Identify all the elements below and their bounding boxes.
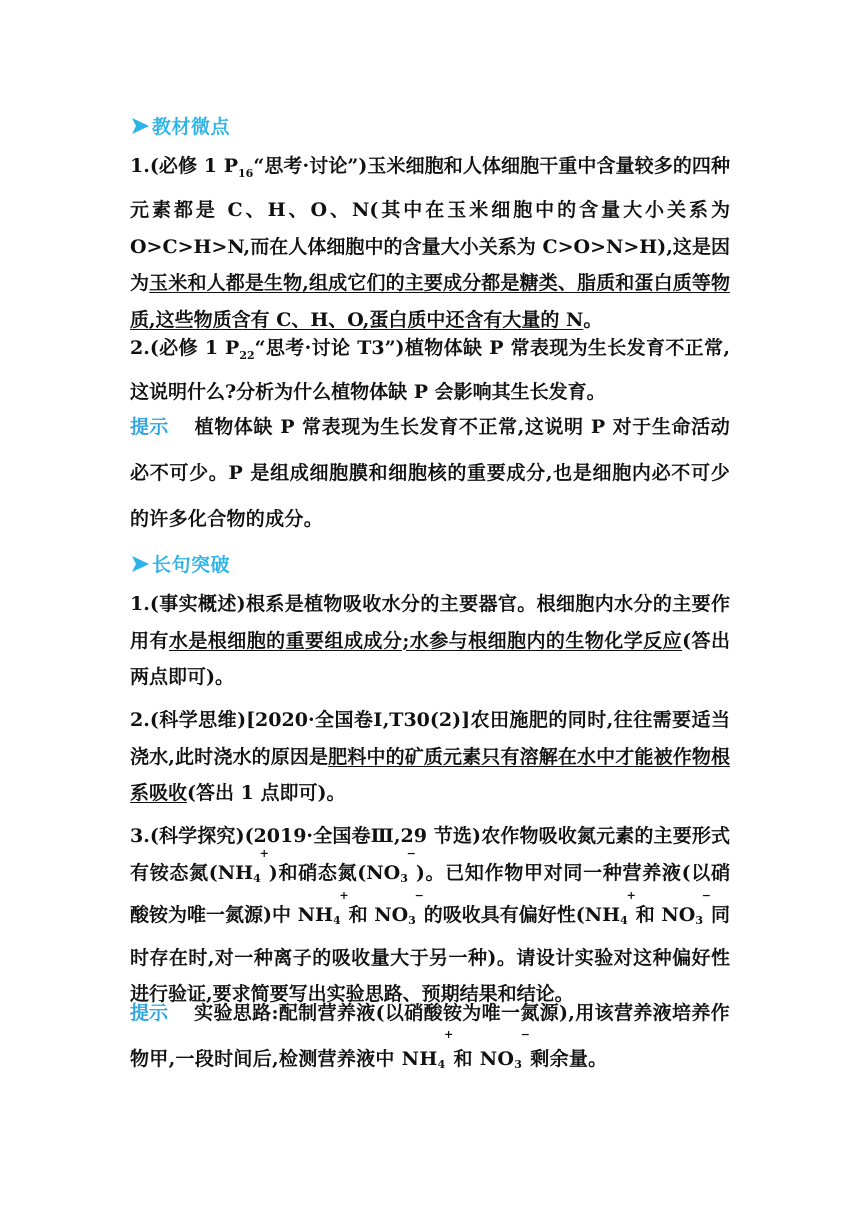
answer-underlined: 肥料中的矿质元素只有溶解在水中才能被作物根系吸收: [130, 745, 730, 804]
hint-text: 实验思路:配制营养液(以硝酸铵为唯一氮源),用该营养液培养作物甲,一段时间后,检测营养液中: [130, 1002, 730, 1070]
hint-block-1: [130, 404, 730, 542]
nitrate-ion: NO3 −: [366, 846, 416, 885]
section-heading-longsentence: [130, 550, 230, 577]
question-text: 同时存在时,对一种离子的吸收量大于另一种)。请设计实验对这种偏好性进行验证,要求简要写出实验思路、预期结果和结论。: [130, 904, 730, 1005]
ammonium-ion: NH4 +: [401, 1028, 454, 1071]
question-text: 2.(科学思维)[2020·全国卷Ⅰ,T30(2)]农田施肥的同时,往往需要适当浇水,此时浇水的原因是: [130, 709, 730, 768]
hint-block-2: [130, 990, 730, 1088]
section-title: 教材微点: [152, 116, 231, 138]
question-text: )和硝态氮(: [268, 861, 367, 884]
longsentence-question-3: [130, 818, 730, 1013]
hint-tag: 提示: [130, 416, 169, 438]
section-heading-textbook: [130, 112, 230, 139]
nitrate-ion: NO3 −: [661, 889, 711, 927]
question-text: 3.(科学探究)(2019·全国卷Ⅲ,29 节选)农作物吸收氮元素的主要形式有铵态氮(: [130, 825, 730, 884]
question-text: 2.(必修 1 P: [130, 337, 240, 359]
ammonium-ion: NH4 +: [584, 889, 636, 927]
question-text: “思考·讨论”)玉米细胞和人体细胞干重中含量较多的四种元素都是 C、H、O、N(其中在玉米细胞中的含量大小关系为O>C>H>N,而在人体细胞中的含量大小关系为 C>O>N>H),这是因为: [130, 155, 731, 295]
hint-tag: 提示: [130, 1002, 169, 1024]
page-subscript: 22: [239, 348, 255, 362]
nitrate-ion: NO3 −: [374, 889, 424, 927]
question-text: 的吸收具有偏好性(: [423, 904, 585, 926]
question-text: 和: [348, 904, 375, 926]
question-text: 1.(必修 1 P: [130, 155, 239, 177]
question-text: )。已知作物甲对同一种营养液(以硝酸铵为唯一氮源)中: [130, 861, 731, 926]
ammonium-ion: NH4 +: [297, 889, 349, 927]
textbook-question-2: [130, 330, 730, 411]
hint-text: 剩余量。: [530, 1048, 608, 1070]
hint-text: 植物体缺 P 常表现为生长发育不正常,这说明 P 对于生命活动必不可少。P 是组成细胞膜和细胞核的重要成分,也是细胞内必不可少的许多化合物的成分。: [130, 416, 730, 530]
textbook-question-1: [130, 148, 730, 338]
play-arrow-icon: [130, 554, 150, 574]
answer-underlined: 玉米和人都是生物,组成它们的主要成分都是糖类、脂质和蛋白质等物质,这些物质含有 C、H、O,蛋白质中还含有大量的 N: [130, 272, 730, 331]
play-arrow-icon: [130, 116, 150, 136]
hint-text: 和: [453, 1048, 480, 1070]
question-text: 。: [583, 308, 603, 331]
question-text: “思考·讨论 T3”)植物体缺 P 常表现为生长发育不正常,这说明什么?分析为什么植物体缺 P 会影响其生长发育。: [130, 337, 730, 404]
page-subscript: 16: [238, 166, 254, 180]
longsentence-question-1: [130, 586, 730, 696]
question-text: (答出 1 点即可)。: [187, 782, 346, 804]
question-text: 和: [635, 904, 662, 926]
section-title: 长句突破: [152, 554, 231, 576]
longsentence-question-2: [130, 702, 730, 812]
answer-underlined: 水是根细胞的重要组成成分;水参与根细胞内的生物化学反应: [168, 629, 683, 652]
ammonium-ion: NH4 +: [217, 846, 269, 885]
nitrate-ion: NO3 −: [479, 1028, 531, 1071]
question-text: 1.(事实概述)根系是植物吸收水分的主要器官。根细胞内水分的主要作用有: [130, 593, 730, 652]
question-text: (答出两点即可)。: [130, 629, 730, 688]
